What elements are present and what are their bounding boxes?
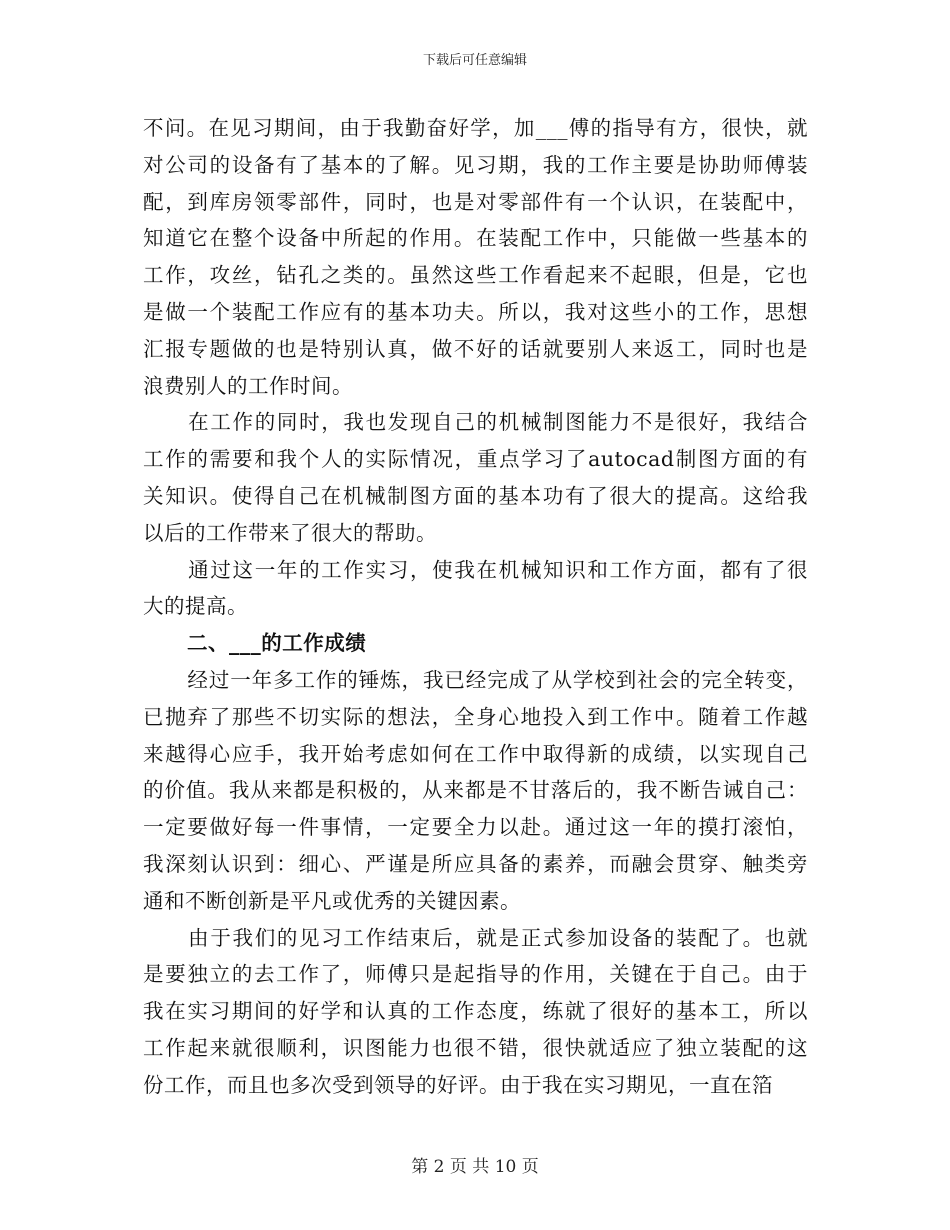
line-text: 关知识。使得自己在机械制图方面的基本功有了很大的提高。这给我: [143, 483, 808, 508]
line-text: 份工作，而且也多次受到领导的好评。由于我在实习期见，一直在箔: [143, 1072, 773, 1097]
text-line: [143, 809, 808, 846]
text-line: [143, 920, 808, 957]
document-body: [143, 110, 808, 1104]
text-line: [143, 588, 808, 625]
text-line: [143, 993, 808, 1030]
text-line: [143, 736, 808, 773]
page-header: 下载后可任意编辑: [422, 53, 527, 68]
line-text: 知道它在整个设备中所起的作用。在装配工作中，只能做一些基本的: [143, 226, 808, 251]
text-line: [143, 846, 808, 883]
line-text: 经过一年多工作的锤炼，我已经完成了从学校到社会的完全转变，: [187, 667, 808, 692]
paragraph: [143, 552, 808, 626]
text-line: [143, 478, 808, 515]
line-text: 配，到库房领零部件，同时，也是对零部件有一个认识，在装配中，: [143, 189, 808, 214]
line-text: 是要独立的去工作了，师傅只是起指导的作用，关键在于自己。由于: [143, 962, 808, 987]
page-number: 第 2 页 共 10 页: [411, 1157, 539, 1177]
line-text: 工作，攻丝，钻孔之类的。虽然这些工作看起来不起眼，但是，它也: [143, 263, 808, 288]
text-line: [143, 110, 808, 147]
text-line: [143, 552, 808, 589]
text-line: [143, 772, 808, 809]
line-text: 大的提高。: [143, 594, 248, 619]
line-text: 在工作的同时，我也发现自己的机械制图能力不是很好，我结合: [187, 410, 808, 435]
text-line: [143, 956, 808, 993]
line-text: 是做一个装配工作应有的基本功夫。所以，我对这些小的工作，思想: [143, 299, 808, 324]
line-text: 二、___的工作成绩: [187, 631, 367, 656]
text-line: [143, 294, 808, 331]
text-line: [143, 184, 808, 221]
paragraph: [143, 110, 808, 404]
paragraph: [143, 662, 808, 920]
paragraph: [143, 404, 808, 551]
text-line: [143, 515, 808, 552]
line-text: 以后的工作带来了很大的帮助。: [143, 520, 437, 545]
line-text: 浪费别人的工作时间。: [143, 373, 353, 398]
text-line: [143, 662, 808, 699]
line-text: 工作起来就很顺利，识图能力也很不错，很快就适应了独立装配的这: [143, 1035, 808, 1060]
text-line: [143, 1030, 808, 1067]
line-text: 我在实习期间的好学和认真的工作态度，练就了很好的基本工，所以: [143, 999, 808, 1024]
text-line: [143, 404, 808, 441]
line-text: 我深刻认识到：细心、严谨是所应具备的素养，而融会贯穿、触类旁: [143, 851, 808, 876]
paragraph: [143, 920, 808, 1104]
line-text: 的价值。我从来都是积极的，从来都是不甘落后的，我不断告诫自己：: [143, 778, 808, 803]
line-text: 一定要做好每一件事情，一定要全力以赴。通过这一年的摸打滚怕，: [143, 815, 808, 840]
line-text: 工作的需要和我个人的实际情况，重点学习了autocad制图方面的有: [143, 447, 808, 472]
line-text: 对公司的设备有了基本的了解。见习期，我的工作主要是协助师傅装: [143, 152, 808, 177]
text-line: [143, 1067, 808, 1104]
line-text: 不问。在见习期间，由于我勤奋好学，加___傅的指导有方，很快，就: [143, 116, 808, 140]
line-text: 通和不断创新是平凡或优秀的关键因素。: [143, 888, 521, 913]
line-text: 汇报专题做的也是特别认真，做不好的话就要别人来返工，同时也是: [143, 336, 808, 361]
text-line: [143, 441, 808, 478]
line-text: 来越得心应手，我开始考虑如何在工作中取得新的成绩，以实现自己: [143, 741, 808, 766]
line-text: 由于我们的见习工作结束后，就是正式参加设备的装配了。也就: [187, 925, 808, 950]
text-line: [143, 368, 808, 405]
section-heading: [143, 625, 808, 662]
text-line: [143, 220, 808, 257]
text-line: [143, 883, 808, 920]
text-line: [143, 331, 808, 368]
text-line: [143, 257, 808, 294]
line-text: 通过这一年的工作实习，使我在机械知识和工作方面，都有了很: [187, 557, 808, 582]
text-line: [143, 147, 808, 184]
text-line: [143, 625, 808, 662]
line-text: 已抛弃了那些不切实际的想法，全身心地投入到工作中。随着工作越: [143, 704, 808, 729]
text-line: [143, 699, 808, 736]
